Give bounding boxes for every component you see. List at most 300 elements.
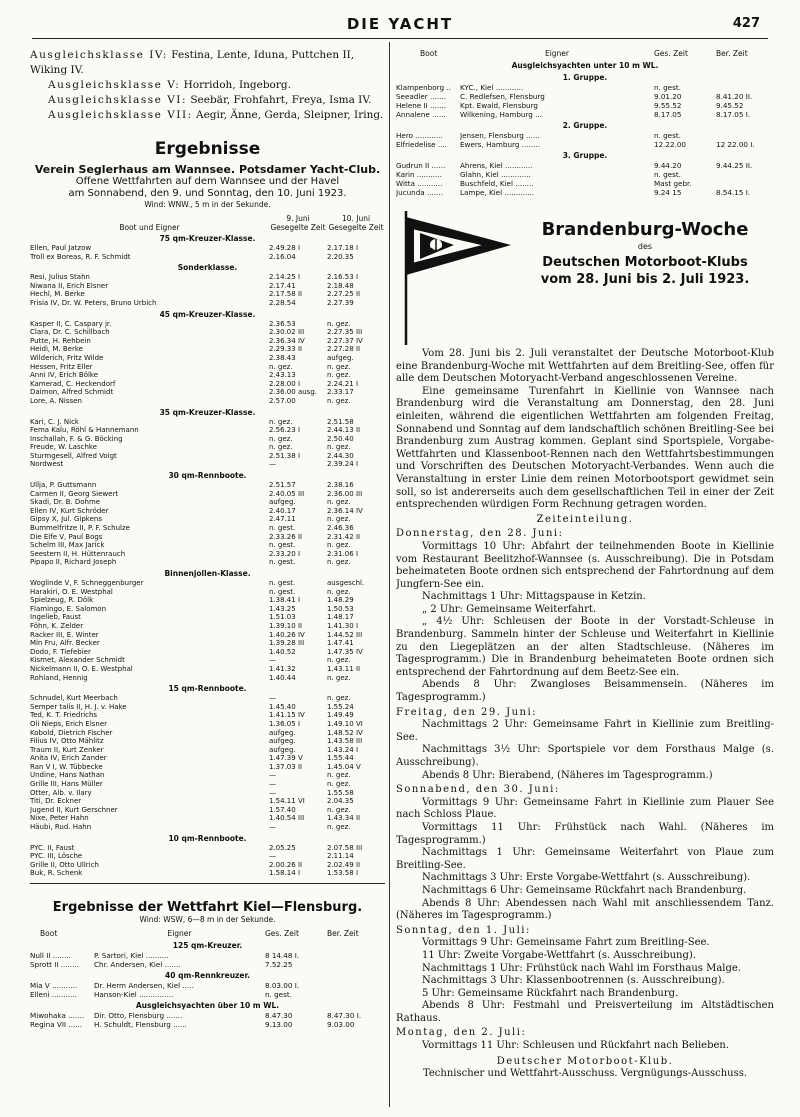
result-boat: Nixe, Peter Hahn — [30, 814, 89, 823]
result-row — [30, 253, 385, 262]
result-boat: Dodo, F. Tiefebier — [30, 647, 91, 656]
result-boat: Otter, Alb. v. Ilary — [30, 788, 92, 797]
result-time-day1: 2.28.54 — [269, 298, 296, 307]
row-ber-zeit: 9.45.52 — [716, 101, 744, 110]
result-row — [30, 524, 385, 533]
row-boat: Elfriedelise .... — [396, 140, 448, 149]
row-boat: Hero ............ — [396, 131, 443, 140]
row-ges-zeit: Mast gebr. — [654, 179, 692, 188]
result-time-day1: 1.40.44 — [269, 673, 296, 682]
row-boat: Regina VII ...... — [30, 1020, 83, 1029]
result-time-day1: — — [269, 656, 276, 665]
result-row — [30, 435, 385, 444]
result-boat: Nickelmann II, O. E. Westphal — [30, 664, 133, 673]
schedule-day-heading: Montag, den 2. Juli: — [396, 1027, 527, 1039]
result-time-day1: — — [269, 852, 276, 861]
result-boat: Hechl, M. Berke — [30, 290, 85, 299]
row-boat: Annalene ...... — [396, 110, 446, 119]
result-boat: Grille III, Hans Müller — [30, 780, 103, 789]
result-time-day1: — — [269, 694, 276, 703]
right-column — [396, 48, 774, 1110]
result-boat: Carmen II, Georg Siewert — [30, 489, 119, 498]
result-boat: Pipapo II, Richard Joseph — [30, 558, 117, 567]
result-row — [30, 605, 385, 614]
result-time-day2: 1.43.34 II — [327, 814, 361, 823]
result-time-day2: 2.18.48 — [327, 281, 354, 290]
row-ges-zeit: n. gest. — [265, 990, 292, 999]
result-boat: Wilderich, Fritz Wilde — [30, 353, 104, 362]
result-boat: Woglinde V, F. Schneggenburger — [30, 579, 144, 587]
result-time-day2: 2.27.35 III — [327, 328, 363, 337]
row-owner: Dir. Otto, Flensburg ....... — [94, 1011, 183, 1020]
group-heading: 1. Gruppe. — [562, 73, 608, 82]
intro-paragraph — [30, 48, 385, 123]
result-boat: Gipsy X, Jul. Gipkens — [30, 515, 102, 524]
result-time-day2: 2.24.21 I — [327, 379, 359, 388]
result-time-day2: 2.36.14 IV — [327, 506, 363, 515]
header-day2 — [327, 214, 385, 232]
group-heading: 2. Gruppe. — [562, 121, 608, 130]
row-ber-zeit — [327, 951, 385, 960]
result-time-day2: n. gez. — [327, 319, 351, 328]
result-boat: Ted, K. T. Friedrichs — [30, 711, 98, 720]
result-boat: Grille II, Otto Ullrich — [30, 860, 99, 869]
schedule-item: Abends 8 Uhr: Festmahl und Preisverteilung im Altstädtischen Rathaus. — [396, 1000, 774, 1024]
result-boat: Seestern II, H. Hüttenrauch — [30, 549, 126, 558]
row-ber-zeit — [327, 960, 385, 969]
result-time-day1: — — [269, 780, 276, 789]
result-boat: Lore, A. Nissen — [30, 396, 82, 405]
result-boat: Schnudel, Kurt Meerbach — [30, 694, 118, 703]
result-time-day2: 1.45.04 V — [327, 762, 361, 771]
tbl-col-ber: Ber. Zeit — [716, 49, 748, 58]
result-boat: Inschallah, F. & G. Böcking — [30, 434, 123, 443]
ergebnisse-subtitle: Verein Seglerhaus am Wannsee. Potsdamer Yacht-Club. — [34, 163, 381, 176]
schedule-item: Abends 8 Uhr: Zwangloses Beisammensein. (Näheres im Tagesprogramm.) — [396, 679, 774, 704]
tbl-groups — [396, 72, 774, 197]
group-row — [396, 131, 774, 140]
kiel-col-ber: Ber. Zeit — [327, 929, 359, 938]
result-time-day2: n. gez. — [327, 443, 351, 452]
result-time-day2: 1.41.30 I — [327, 621, 359, 630]
group-row — [396, 179, 774, 188]
result-row — [30, 354, 385, 363]
result-time-day2: 2.36.00 III — [327, 489, 363, 498]
schedule-item: Nachmittags 1 Uhr: Mittagspause in Ketzin. — [422, 591, 646, 603]
header-boat: Boot und Eigner — [119, 223, 180, 232]
result-time-day1: 2.40.05 III — [269, 489, 305, 498]
schedule-item: Nachmittags 6 Uhr: Gemeinsame Rückfahrt nach Brandenburg. — [422, 884, 747, 896]
result-boat: Frisia IV, Dr. W. Peters, Bruno Urbich — [30, 298, 157, 307]
row-owner: Ewers, Hamburg ........ — [460, 140, 540, 149]
class-heading: 35 qm-Kreuzer-Klasse. — [159, 407, 256, 417]
result-time-day1: 2.51.57 — [269, 481, 296, 490]
schedule-item: Vormittags 11 Uhr: Schleusen und Rückfahrt nach Belieben. — [422, 1040, 730, 1052]
tbl-col-owner: Eigner — [544, 49, 570, 58]
result-time-day2: 1.47.41 — [327, 639, 354, 648]
result-time-day1: n. gest. — [269, 541, 296, 550]
result-time-day1: n. gez. — [269, 434, 293, 443]
result-time-day2: 1.43.58 III — [327, 737, 363, 746]
result-row — [30, 754, 385, 763]
header-day1 — [269, 214, 327, 232]
row-owner: Kpt. Ewald, Flensburg — [460, 101, 538, 110]
result-row — [30, 694, 385, 703]
schedule-item: „ 4½ Uhr: Schleusen der Boote in der Vorstadt-Schleuse in Brandenburg. Sammeln hinter der Schleuse und Weiterfahrt in Kiellinie zu den Liegeplätzen an der alten Stadtschleuse. (Näheres im Tagesprogramm.) Die in Brandenburg beheimateten Boote ordnen sich entsprechend der Fahrtordnung auf dem Beetz-See ein. — [396, 616, 774, 678]
result-boat: Ellen, Paul Jatzow — [30, 244, 92, 252]
result-row — [30, 320, 385, 329]
ergebnisse-line: Offene Wettfahrten auf dem Wannsee und der Havel — [75, 176, 340, 187]
class-heading: 30 qm-Rennboote. — [168, 471, 247, 481]
result-time-day2: 2.27.28 II — [327, 345, 361, 354]
result-row — [30, 806, 385, 815]
result-row — [30, 780, 385, 789]
row-owner: Dr. Herm Andersen, Kiel ..... — [94, 981, 194, 990]
tbl-header — [396, 48, 774, 59]
result-boat: Kamerad, C. Heckendorf — [30, 379, 116, 388]
result-boat: Rohland, Hennig — [30, 673, 88, 682]
result-time-day1: aufgeg. — [269, 745, 296, 754]
result-time-day2: n. gez. — [327, 656, 351, 665]
result-time-day1: 1.39.28 III — [269, 639, 305, 648]
result-row — [30, 720, 385, 729]
row-boat: Seeadler ....... — [396, 92, 447, 101]
schedule-item: Vormittags 9 Uhr: Gemeinsame Fahrt zum Breitling-See. — [422, 937, 710, 949]
result-row — [30, 674, 385, 683]
result-time-day1: 2.36.53 — [269, 319, 296, 328]
class-heading: 45 qm-Kreuzer-Klasse. — [159, 309, 256, 319]
class-heading: 15 qm-Rennboote. — [168, 684, 247, 694]
schedule-item: 11 Uhr: Zweite Vorgabe-Wettfahrt (s. Ausschreibung). — [422, 949, 696, 961]
row-boat: Klampenborg .. — [396, 83, 451, 92]
result-time-day1: 2.33.20 I — [269, 549, 301, 558]
result-time-day2: n. gez. — [327, 780, 351, 789]
result-time-day1: 2.17.58 II — [269, 290, 303, 299]
result-time-day2: 2.27.39 — [327, 298, 354, 307]
row-ber-zeit — [716, 131, 774, 140]
schedule-item: 5 Uhr: Gemeinsame Rückfahrt nach Brandenburg. — [422, 987, 679, 999]
result-row — [30, 703, 385, 712]
bw-zeit-heading: Zeiteinteilung. — [536, 513, 634, 525]
result-time-day2: 1.49.49 — [327, 711, 354, 720]
result-time-day1: 1.43.25 — [269, 604, 296, 613]
result-row — [30, 498, 385, 507]
kiel-col-owner: Eigner — [167, 929, 192, 938]
class-heading: 75 qm-Kreuzer-Klasse. — [159, 234, 256, 243]
schedule-item: „ 2 Uhr: Gemeinsame Weiterfahrt. — [422, 603, 597, 615]
result-time-day1: 2.38.43 — [269, 353, 296, 362]
result-time-day2: 1.48.17 — [327, 613, 354, 622]
result-time-day2: n. gez. — [327, 371, 351, 380]
result-time-day2: 2.33.17 — [327, 388, 354, 397]
result-time-day2: 2.07.58 III — [327, 843, 363, 852]
row-ber-zeit — [716, 83, 774, 92]
header-day1-label: Gesegelte Zeit — [270, 223, 326, 232]
result-row — [30, 665, 385, 674]
row-ges-zeit: 9.24 15 — [654, 188, 682, 197]
result-boat: Titi, Dr. Eckner — [30, 797, 82, 806]
bw-paragraph: Eine gemeinsame Turenfahrt in Kiellinie von Wannsee nach Brandenburg wird die Veranstaltung am Donnerstag, den 28. Juni einleiten, während die eigentlichen Wettfahrten am folgenden Freitag, Sonnabend und Sonntag auf dem landschaftlich schönen Breitling-See bei Brandenburg zum Austrag kommen. Geplant sind Sportspiele, Vorgabe-Wettfahrten und Klassenboot-Rennen nach den Wettfahrtsbestimmungen und Vorschriften des Deutschen Motoryacht-Verbandes. Wenn auch die Veranstaltung in erster Linie dem reinen Motorbootsport gewidmet sein soll, so ist andererseits auch dem gesellschaftlichen Teil in einer der Zeit entsprechenden würdigen Form Rechnung getragen worden. — [396, 385, 774, 511]
result-row — [30, 481, 385, 490]
result-boat: Spielzeug, R. Dölk — [30, 596, 94, 605]
result-boat: Schelm III, Max Jarick — [30, 541, 105, 550]
result-time-day1: 2.43.13 — [269, 371, 296, 380]
schedule-day-heading: Sonntag, den 1. Juli: — [396, 924, 531, 936]
result-time-day1: n. gest. — [269, 579, 296, 587]
result-boat: PYC. II, Faust — [30, 843, 75, 852]
result-time-day2: 2.51.58 — [327, 417, 354, 426]
row-boat: Karin ........... — [396, 170, 442, 179]
result-boat: Niwana II, Erich Elsner — [30, 281, 109, 290]
result-row — [30, 558, 385, 567]
result-boat: Ullja, P. Guttsmann — [30, 481, 97, 490]
result-time-day2: 2.11.14 — [327, 852, 354, 861]
result-time-day2: n. gez. — [327, 771, 351, 780]
result-time-day1: 1.58.14 I — [269, 869, 301, 878]
result-boat: Die Elfe V, Paul Bogs — [30, 532, 103, 541]
schedule-day-heading: Freitag, den 29. Juni: — [396, 706, 538, 718]
result-boat: Clara, Dr. C. Schillbach — [30, 328, 110, 337]
result-time-day1: 1.36.05 I — [269, 719, 301, 728]
result-boat: Resi, Julius Stahn — [30, 273, 90, 282]
schedule-day-heading: Sonnabend, den 30. Juni: — [396, 784, 560, 796]
result-time-day1: 1.40.52 — [269, 647, 296, 656]
result-time-day1: — — [269, 460, 276, 469]
bw-title: Brandenburg-Woche — [541, 219, 749, 240]
result-row — [30, 452, 385, 461]
result-time-day2: 2.39.24 I — [327, 460, 359, 469]
kiel-title: Ergebnisse der Wettfahrt Kiel—Flensburg. — [52, 900, 363, 915]
group-row — [396, 83, 774, 92]
row-ber-zeit — [716, 170, 774, 179]
result-time-day2: n. gez. — [327, 541, 351, 550]
result-boat: Racker III, E. Winter — [30, 630, 99, 639]
row-ber-zeit — [716, 179, 774, 188]
result-boat: Freude, W. Laschke — [30, 443, 97, 452]
class-heading: 10 qm-Rennboote. — [168, 833, 247, 843]
result-time-day1: 1.47.39 V — [269, 754, 303, 763]
result-time-day1: 1.37.03 II — [269, 762, 303, 771]
bw-body — [396, 348, 774, 1081]
group-row — [396, 140, 774, 149]
result-time-day1: n. gest. — [269, 558, 296, 567]
ergebnisse-title: Ergebnisse — [154, 139, 261, 159]
result-time-day2: n. gez. — [327, 362, 351, 371]
result-boat: Kari, C. J. Nick — [30, 417, 79, 426]
intro-text: Horridoh, Ingeborg. — [180, 79, 291, 91]
result-row — [30, 282, 385, 291]
group-row — [30, 1020, 385, 1029]
group-row — [396, 110, 774, 119]
result-boat: Anita IV, Erich Zander — [30, 754, 107, 763]
result-time-day2: 2.27.25 II — [327, 290, 361, 299]
row-boat: Sprott II ........ — [30, 960, 80, 969]
result-boat: Semper talis II, H. J. v. Hake — [30, 702, 127, 711]
result-time-day1: aufgeg. — [269, 498, 296, 507]
row-ges-zeit: 7.52.25 — [265, 960, 293, 969]
intro-label: Ausgleichsklasse IV: — [30, 49, 168, 61]
result-boat: Kismet, Alexander Schmidt — [30, 656, 125, 665]
wind-info: Wind: WNW., 5 m in der Sekunde. — [144, 200, 271, 209]
result-time-day1: 1.41.15 IV — [269, 711, 305, 720]
result-time-day1: 1.40.54 III — [269, 814, 305, 823]
result-boat: Oli Nieps, Erich Elsner — [30, 719, 108, 728]
result-time-day2: 2.44.30 — [327, 451, 354, 460]
group-heading: Ausgleichsyachten über 10 m WL. — [135, 1001, 280, 1010]
result-row — [30, 533, 385, 542]
row-ges-zeit: 8.47.30 — [265, 1011, 293, 1020]
result-row — [30, 869, 385, 878]
result-time-day2: 2.16.53 I — [327, 273, 359, 282]
result-boat: Bummelfritze II, P. F. Schulze — [30, 524, 130, 533]
result-time-day2: 2.04.35 — [327, 797, 354, 806]
result-time-day2: ausgeschl. — [327, 579, 365, 587]
kiel-wind: Wind: WSW, 6—8 m in der Sekunde. — [139, 915, 276, 924]
result-time-day2: 2.31.06 I — [327, 549, 359, 558]
result-time-day2: 1.55.24 — [327, 702, 354, 711]
result-time-day2: n. gez. — [327, 515, 351, 524]
row-boat: Jucunda ....... — [396, 188, 443, 197]
result-row — [30, 639, 385, 648]
result-row — [30, 852, 385, 861]
result-time-day1: 2.00.26 II — [269, 860, 303, 869]
schedule-item: Vormittags 10 Uhr: Abfahrt der teilnehmenden Boote in Kiellinie vom Restaurant Beelitzhof-Wannsee (s. Ausschreibung). Die in Potsdam beheimateten Boote ordnen sich entsprechend der Fahrtordnung auf dem Jungfern-See ein. — [396, 540, 774, 590]
result-boat: Fema Kalu, Röhl & Hannemann — [30, 426, 139, 435]
row-boat: Mia V ........... — [30, 981, 78, 990]
result-row — [30, 763, 385, 772]
row-owner: P. Sartori, Kiel .......... — [94, 951, 169, 960]
result-time-day2: 2.38.16 — [327, 481, 354, 490]
result-row — [30, 371, 385, 380]
group-row — [30, 1011, 385, 1020]
result-time-day2: 1.53.58 I — [327, 869, 359, 878]
result-time-day2: 2.31.42 II — [327, 532, 361, 541]
header-rule — [32, 38, 768, 39]
bw-intro: Vom 28. Juni bis 2. Juli veranstaltet der Deutsche Motorboot-Klub eine Brandenburg-Woche mit Wettfahrten auf dem Breitling-See, offen für alle dem Deutschen Motoryacht-Verband angeschlossenen Vereine. — [396, 348, 774, 385]
result-time-day1: n. gez. — [269, 443, 293, 452]
result-time-day2: n. gez. — [327, 498, 351, 507]
result-row — [30, 771, 385, 780]
tbl-col-ges: Ges. Zeit — [654, 49, 688, 58]
bw-schedule — [396, 528, 774, 1052]
tbl-title: Ausgleichsyachten unter 10 m WL. — [511, 61, 659, 70]
result-time-day1: n. gest. — [269, 587, 296, 596]
result-time-day1: 2.16.04 — [269, 252, 296, 261]
result-time-day2: 1.43.11 II — [327, 664, 361, 673]
schedule-item: Vormittags 11 Uhr: Frühstück nach Wahl. (Näheres im Tagesprogramm.) — [396, 821, 774, 846]
result-row — [30, 418, 385, 427]
intro-line — [30, 108, 385, 123]
result-time-day1: 2.05.25 — [269, 843, 296, 852]
result-boat: Nordwest — [30, 460, 64, 469]
schedule-day-heading: Donnerstag, den 28. Juni: — [396, 528, 564, 540]
result-row — [30, 789, 385, 798]
result-time-day1: 2.57.00 — [269, 396, 296, 405]
row-ber-zeit: 9.44.25 II. — [716, 161, 753, 170]
result-row — [30, 460, 385, 469]
club-flag-icon — [396, 203, 516, 348]
result-time-day1: 1.41.32 — [269, 664, 296, 673]
class-heading: Binnenjollen-Klasse. — [164, 569, 251, 578]
tbl-col-boat: Boot — [420, 49, 438, 58]
result-time-day2: 1.47.35 IV — [327, 647, 363, 656]
intro-label: Ausgleichsklasse VII: — [48, 109, 193, 121]
group-row — [396, 101, 774, 110]
row-ber-zeit: 8.41.20 II. — [716, 92, 753, 101]
result-time-day1: aufgeg. — [269, 728, 296, 737]
result-boat: Harakiri, O. E. Westphal — [30, 587, 113, 596]
result-time-day1: 1.39.10 II — [269, 621, 303, 630]
row-ber-zeit — [327, 990, 385, 999]
intro-line — [30, 78, 385, 93]
result-row — [30, 711, 385, 720]
result-time-day1: 2.30.02 III — [269, 328, 305, 337]
results-classes — [30, 233, 385, 878]
result-time-day2: 1.43.24 I — [327, 745, 359, 754]
result-time-day2: 2.50.40 — [327, 434, 354, 443]
result-time-day1: 2.56.23 I — [269, 426, 301, 435]
row-ber-zeit: 8.54.15 I. — [716, 188, 751, 197]
schedule-item: Nachmittags 1 Uhr: Gemeinsame Weiterfahrt von Plaue zum Breitling-See. — [396, 847, 774, 871]
group-row — [396, 161, 774, 170]
result-row — [30, 648, 385, 657]
bw-titles — [516, 203, 774, 348]
result-time-day1: 1.51.03 — [269, 613, 296, 622]
result-time-day2: n. gez. — [327, 558, 351, 567]
row-owner: KYC., Kiel ............ — [460, 83, 524, 92]
result-row — [30, 273, 385, 282]
group-row — [396, 188, 774, 197]
row-ges-zeit: n. gest. — [654, 83, 681, 92]
row-owner: Glahn, Kiel ............. — [460, 170, 531, 179]
result-row — [30, 814, 385, 823]
result-boat: Undine, Hans Nathan — [30, 771, 105, 780]
row-owner: Lampe, Kiel ............. — [460, 188, 535, 197]
result-boat: Häubi, Rud. Hahn — [30, 823, 92, 832]
row-owner: C. Redlefsen, Flensburg — [460, 92, 545, 101]
result-time-day2: 1.49.10 VI — [327, 719, 363, 728]
result-boat: Hessen, Fritz Eller — [30, 362, 93, 371]
bw-des: des — [637, 242, 653, 251]
result-boat: Kasper II, C. Caspary jr. — [30, 319, 112, 328]
result-boat: Putte, H. Rehbein — [30, 336, 91, 345]
result-boat: Ingelieb, Faust — [30, 613, 81, 622]
result-time-day1: 2.47.11 — [269, 515, 296, 524]
result-boat: Kobold, Dietrich Fischer — [30, 728, 113, 737]
bw-subtitle2: vom 28. Juni bis 2. Juli 1923. — [540, 272, 750, 287]
result-time-day2: n. gez. — [327, 587, 351, 596]
result-row — [30, 737, 385, 746]
result-time-day1: 2.14.25 I — [269, 273, 301, 282]
result-row — [30, 397, 385, 406]
result-time-day1: n. gez. — [269, 362, 293, 371]
class-heading: Sonderklasse. — [177, 263, 238, 273]
result-row — [30, 729, 385, 738]
group-row — [30, 951, 385, 960]
intro-label: Ausgleichsklasse V: — [48, 79, 181, 91]
result-row — [30, 515, 385, 524]
result-time-day2: 1.48.29 — [327, 596, 354, 605]
result-row — [30, 797, 385, 806]
result-row — [30, 596, 385, 605]
intro-line — [30, 93, 385, 108]
result-boat: Daimon, Alfred Schmidt — [30, 388, 114, 397]
result-boat: Ran V I, W. Tübbecke — [30, 762, 103, 771]
result-row — [30, 244, 385, 253]
result-boat: Filius IV, Otto Mählitz — [30, 737, 104, 746]
result-row — [30, 443, 385, 452]
result-time-day1: 2.17.41 — [269, 281, 296, 290]
